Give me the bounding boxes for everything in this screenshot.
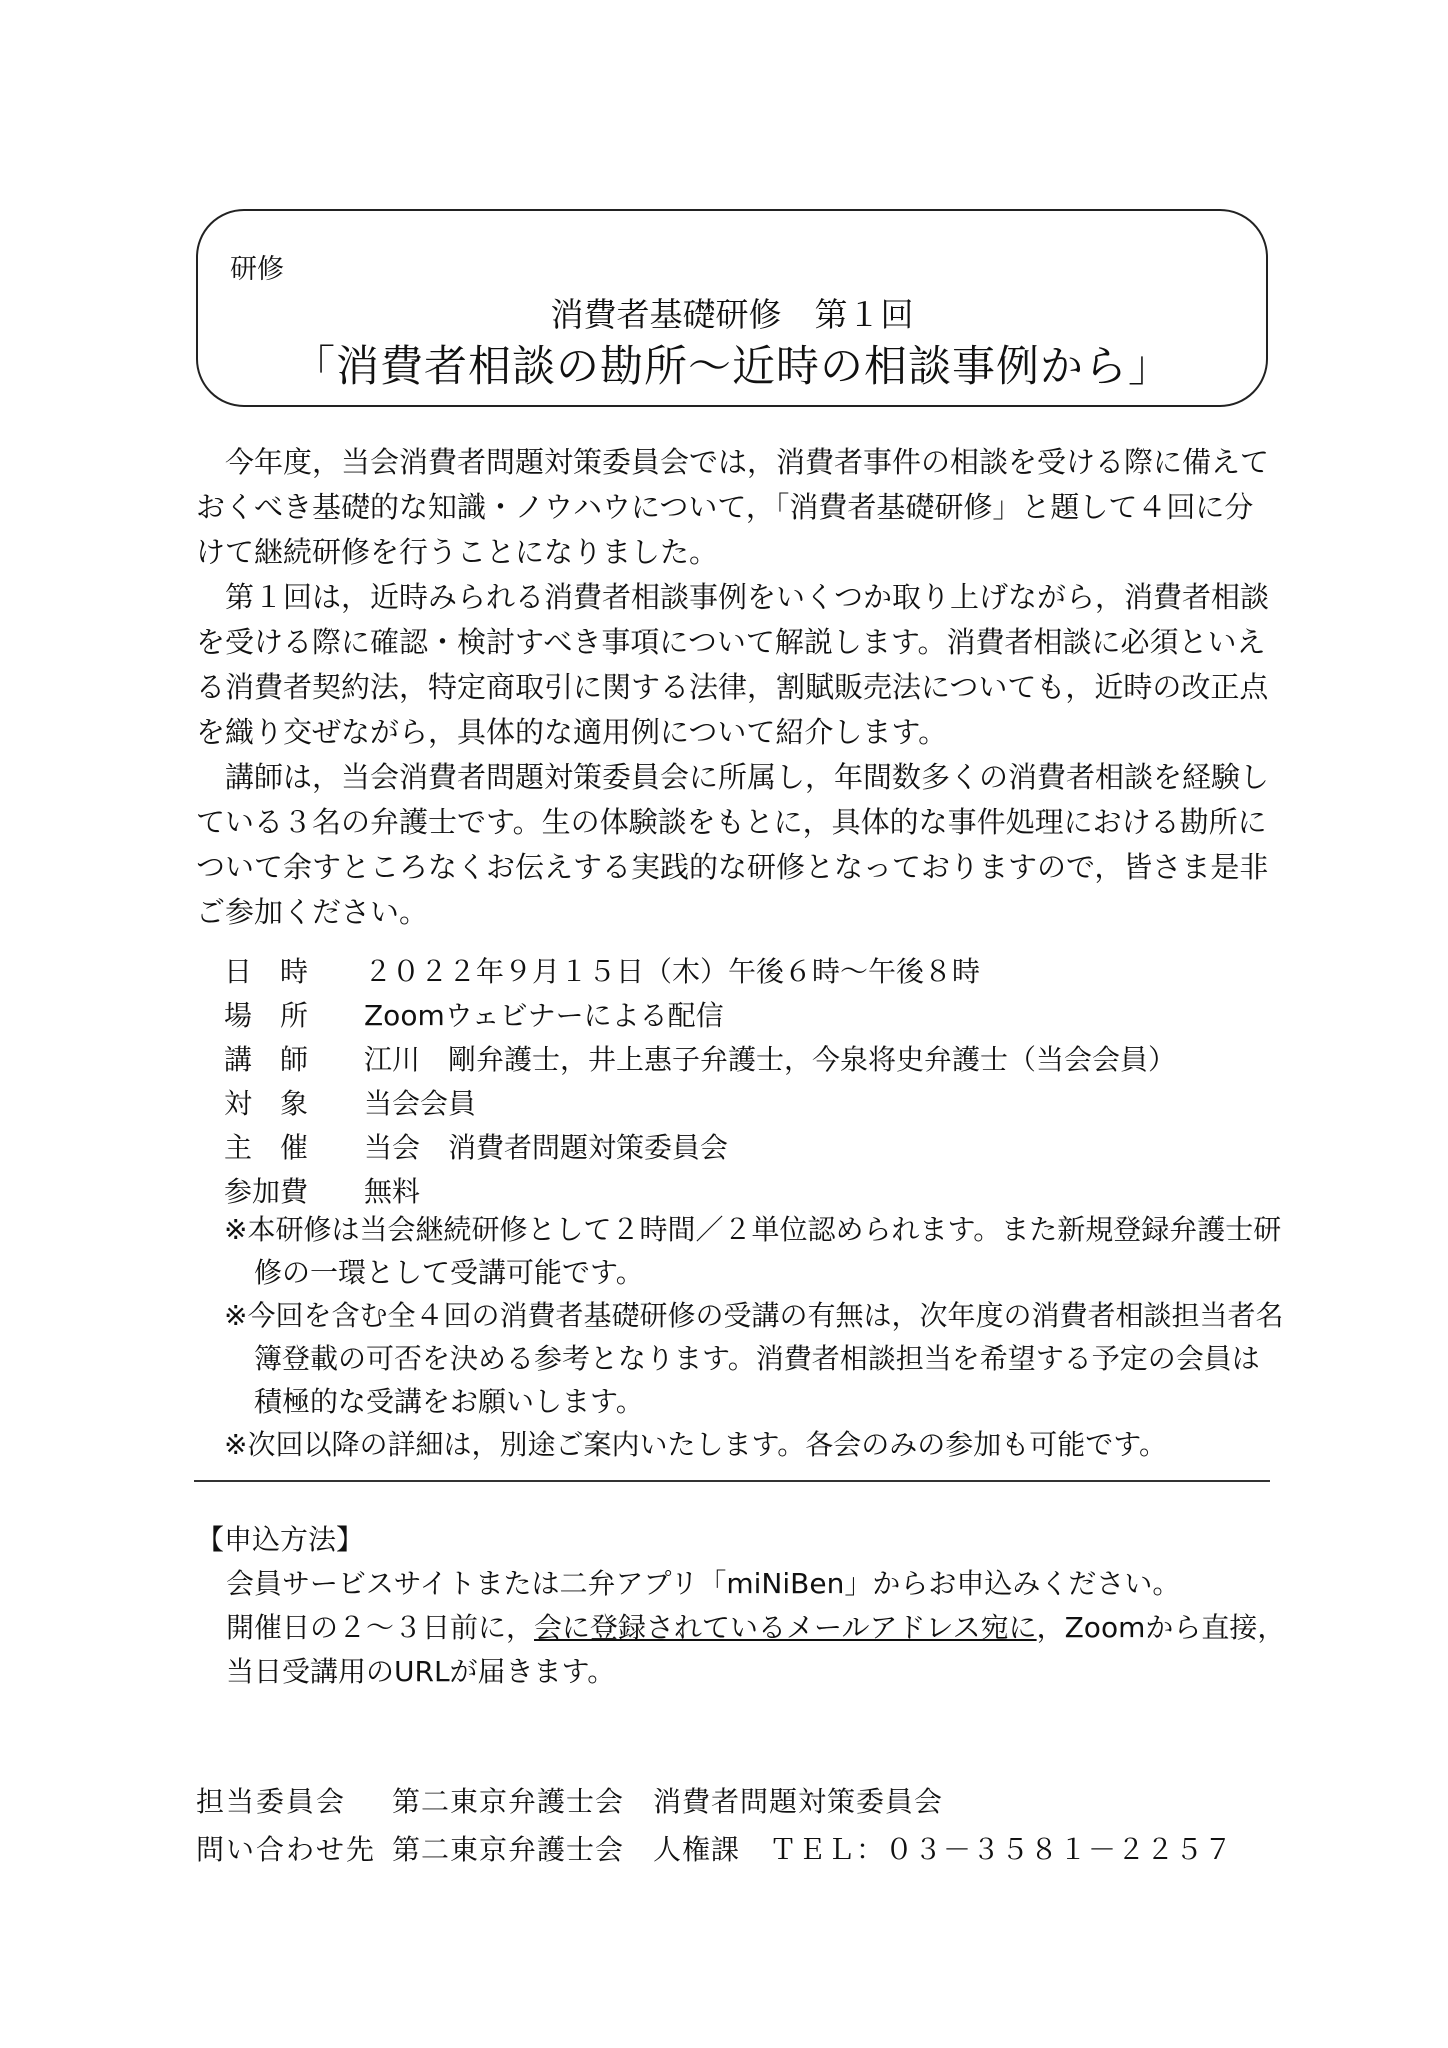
application-line: 当日受講用のURLが届きます。 [226,1655,616,1688]
detail-label: 日 時 [224,955,309,988]
section-divider [194,1480,1270,1482]
detail-label: 講 師 [224,1043,309,1076]
application-line [196,1606,1286,1650]
detail-label: 場 所 [224,999,309,1032]
notes-list [224,1208,1284,1466]
detail-lecturers [224,1036,1284,1080]
category-label: 研修 [230,254,284,285]
detail-value: 当会会員 [364,1087,477,1120]
detail-label: 主 催 [224,1131,309,1164]
footer-value: 第二東京弁護士会 人権課 ＴＥＬ：０３－３５８１－２２５７ [392,1833,1234,1866]
detail-datetime [224,948,1284,992]
footer-contact [196,1778,1276,1874]
intro-paragraph: 今年度，当会消費者問題対策委員会では，消費者事件の相談を受ける際に備えておくべき基礎的な知識・ノウハウについて，「消費者基礎研修」と題して４回に分けて継続研修を行うことになりました。 [196,445,1270,569]
detail-venue [224,992,1284,1036]
application-section [196,1518,1286,1694]
detail-value: ２０２２年９月１５日（木）午後６時～午後８時 [364,955,981,988]
application-text: 開催日の２～３日前に， [226,1611,535,1644]
detail-value: Zoomウェビナーによる配信 [364,999,724,1032]
note-item: ※今回を含む全４回の消費者基礎研修の受講の有無は，次年度の消費者相談担当者名簿登載の可否を決める参考となります。消費者相談担当を希望する予定の会員は積極的な受講をお願いします。 [224,1299,1284,1418]
detail-target [224,1080,1284,1124]
seminar-title: 「消費者相談の勘所～近時の相談事例から」 [292,342,1172,392]
intro-section [196,440,1276,935]
detail-label: 参加費 [224,1175,309,1208]
details-list [224,948,1284,1212]
footer-value: 第二東京弁護士会 消費者問題対策委員会 [392,1785,944,1818]
intro-paragraph: 第１回は，近時みられる消費者相談事例をいくつか取り上げながら，消費者相談を受ける際に確認・検討すべき事項について解説します。消費者相談に必須といえる消費者契約法，特定商取引に関する法律，割賦販売法についても，近時の改正点を織り交ぜながら，具体的な適用例について紹介します。 [196,580,1270,749]
application-text: ，Zoomから直接， [1036,1611,1286,1644]
application-underlined-text: 会に登録されているメールアドレス宛に [534,1611,1037,1644]
intro-paragraph: 講師は，当会消費者問題対策委員会に所属し，年間数多くの消費者相談を経験している３名の弁護士です。生の体験談をもとに，具体的な事件処理における勘所について余すところなくお伝えする実践的な研修となっておりますので，皆さま是非ご参加ください。 [196,760,1270,929]
note-item: ※次回以降の詳細は，別途ご案内いたします。各会のみの参加も可能です。 [224,1428,1167,1461]
footer-contact-row [196,1826,1276,1874]
detail-fee [224,1168,1284,1212]
seminar-subtitle: 消費者基礎研修 第１回 [550,295,914,334]
detail-value: 無料 [364,1175,421,1208]
detail-organizer [224,1124,1284,1168]
application-line: 会員サービスサイトまたは二弁アプリ「miNiBen」からお申込みください。 [226,1567,1181,1600]
footer-committee-row [196,1778,1276,1826]
detail-label: 対 象 [224,1087,309,1120]
application-heading: 【申込方法】 [196,1523,365,1556]
title-box [196,209,1268,407]
detail-value: 当会 消費者問題対策委員会 [364,1131,729,1164]
footer-label: 担当委員会 [196,1785,347,1818]
footer-label: 問い合わせ先 [196,1833,377,1866]
detail-value: 江川 剛弁護士，井上惠子弁護士，今泉将史弁護士（当会会員） [364,1043,1177,1076]
note-item: ※本研修は当会継続研修として２時間／２単位認められます。また新規登録弁護士研修の一環として受講可能です。 [224,1213,1282,1289]
